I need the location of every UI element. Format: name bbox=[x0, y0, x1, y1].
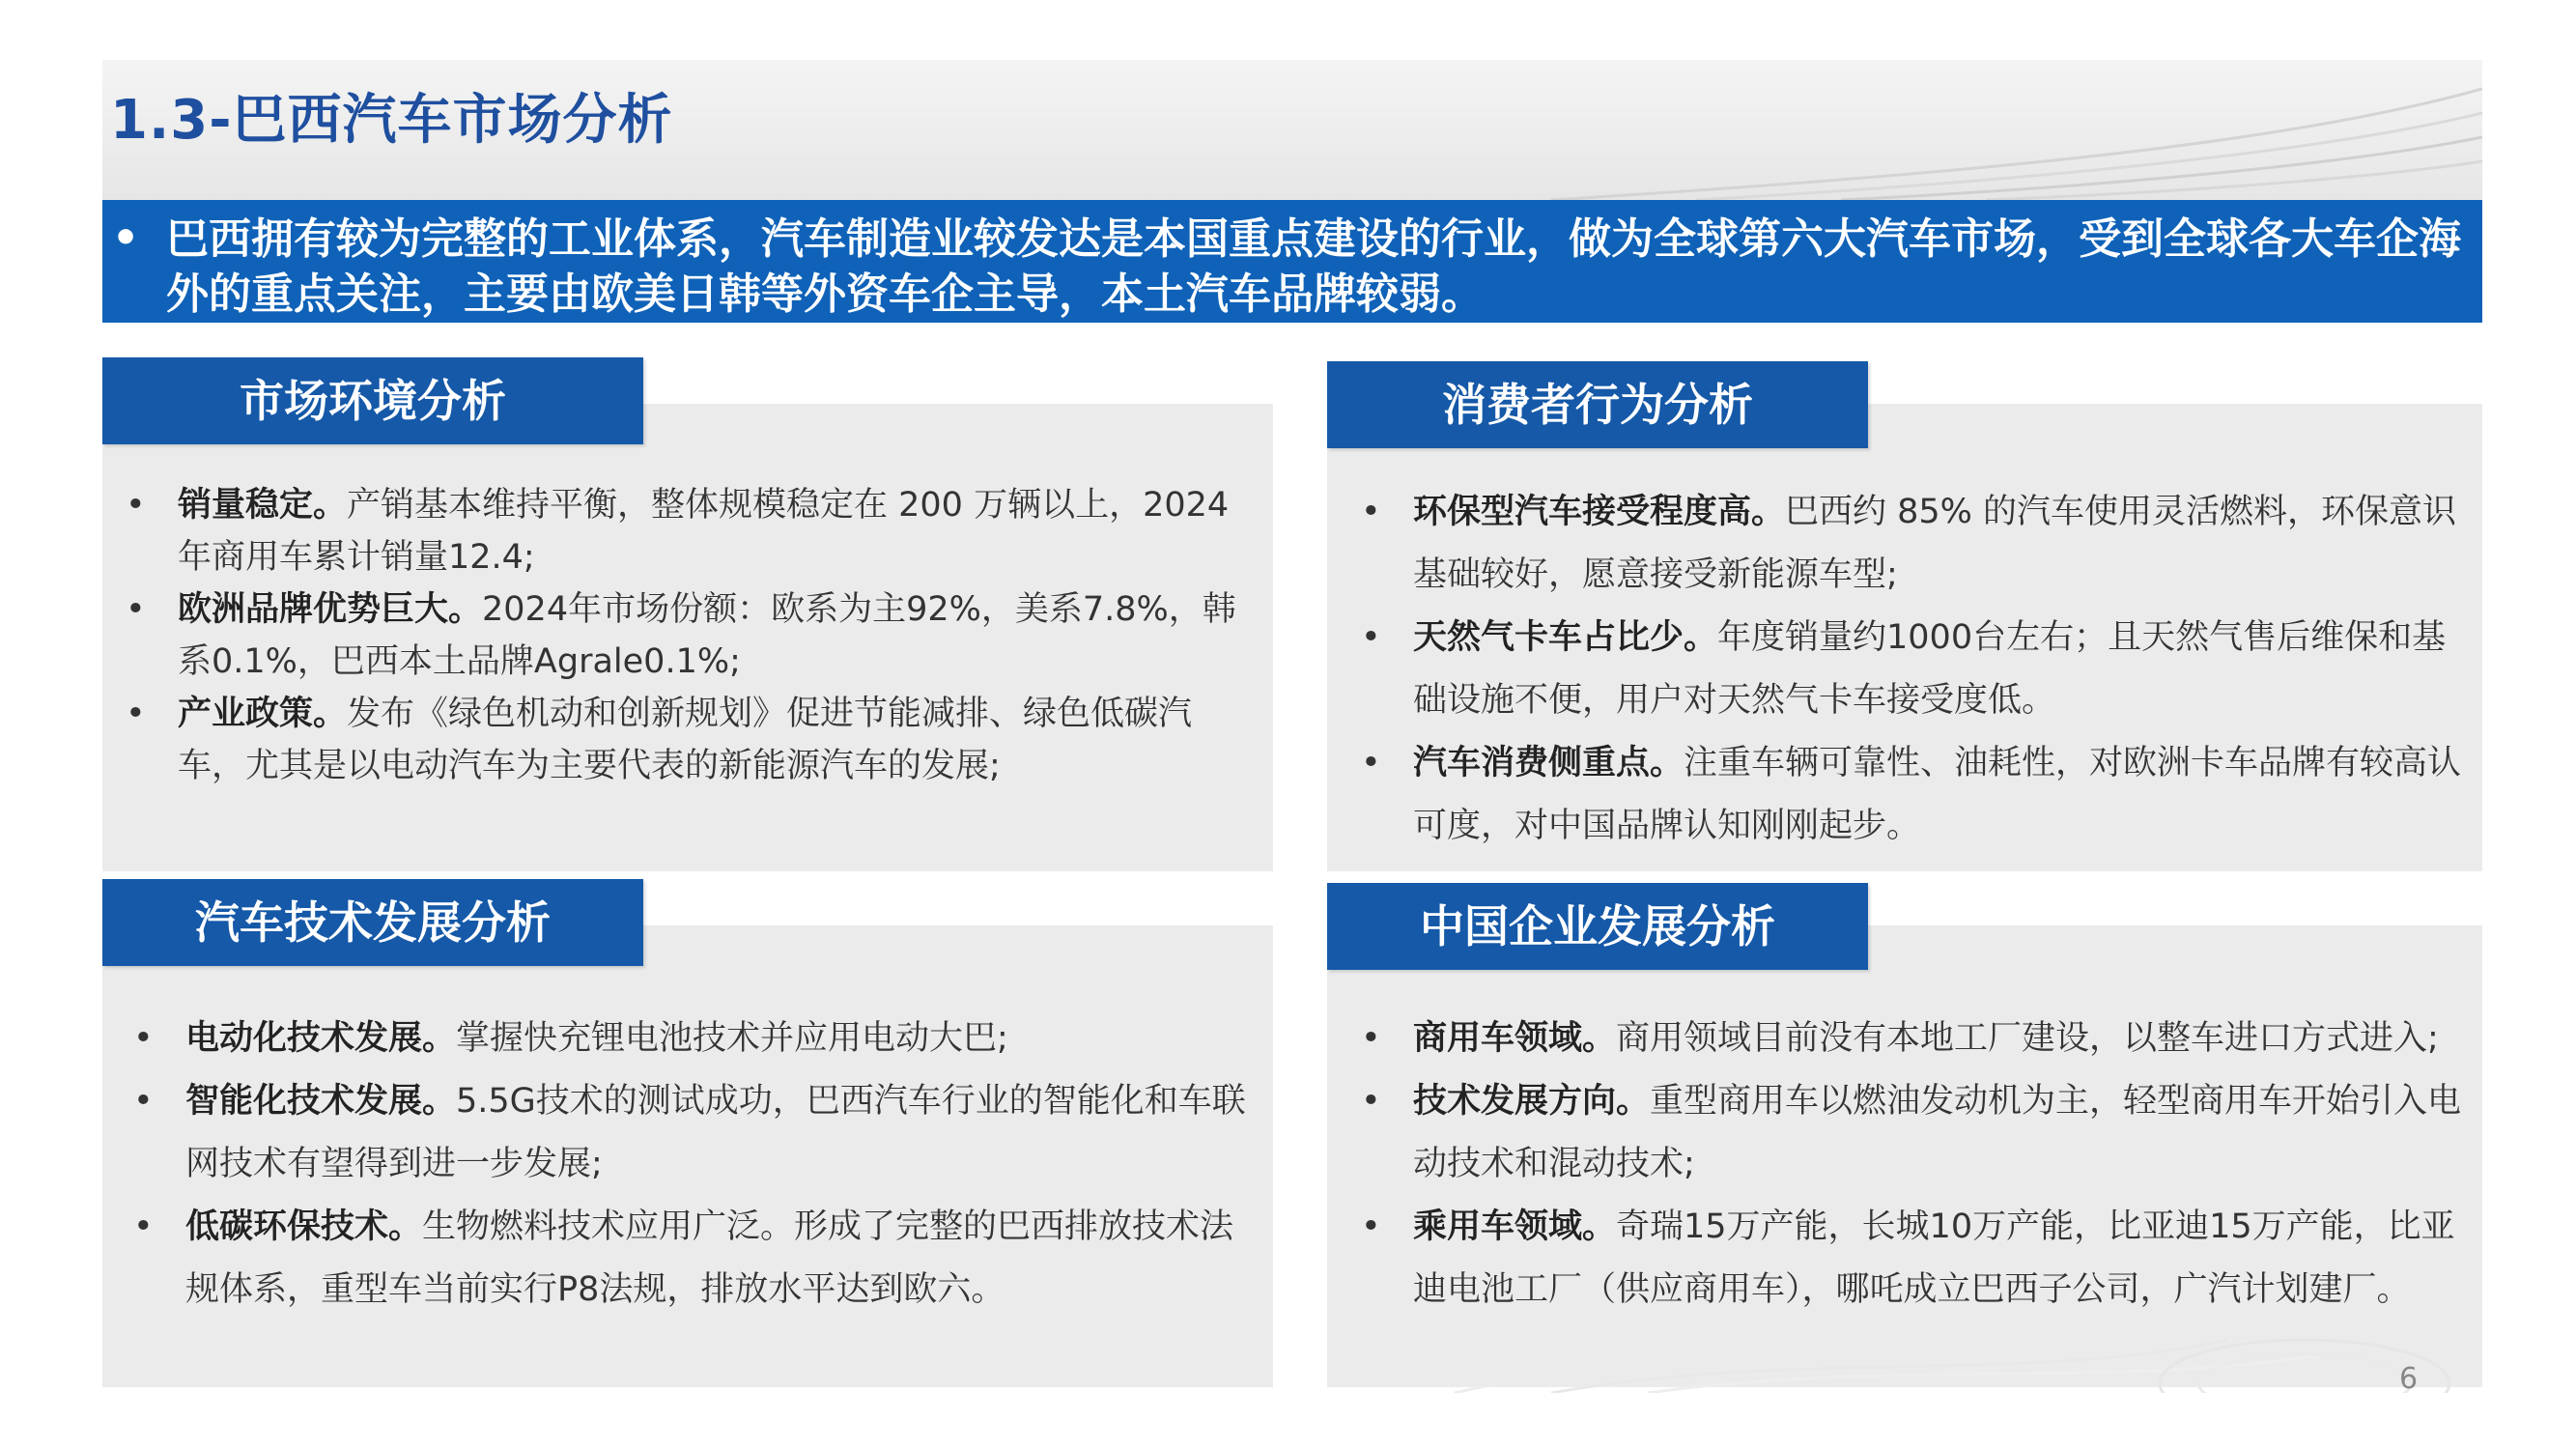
item-text: 2024年市场份额：欧系为主92%，美系7.8%，韩系0.1%，巴西本土品牌Agrale0.1%; bbox=[178, 590, 1236, 681]
item-heading: 环保型汽车接受程度高。 bbox=[1413, 493, 1786, 531]
item-text: 重型商用车以燃油发动机为主，轻型商用车开始引入电动技术和混动技术; bbox=[1413, 1082, 2462, 1183]
item-heading: 技术发展方向。 bbox=[1413, 1082, 1651, 1121]
list-item bbox=[126, 479, 1260, 583]
item-heading: 欧洲品牌优势巨大。 bbox=[178, 590, 483, 629]
page-title: 1.3-巴西汽车市场分析 bbox=[110, 89, 673, 152]
item-heading: 产业政策。 bbox=[178, 695, 348, 733]
item-heading: 低碳环保技术。 bbox=[185, 1208, 423, 1246]
bullet-dot: • bbox=[133, 1208, 154, 1246]
item-text: 发布《绿色机动和创新规划》促进节能减排、绿色低碳汽车，尤其是以电动汽车为主要代表的新能源汽车的发展; bbox=[178, 695, 1193, 785]
item-text: 奇瑞15万产能，长城10万产能，比亚迪15万产能，比亚迪电池工厂（供应商用车），哪吒成立巴西子公司，广汽计划建厂。 bbox=[1413, 1208, 2455, 1309]
list-item bbox=[1361, 1008, 2476, 1070]
banner-bullet: • bbox=[112, 213, 140, 263]
item-text: 注重车辆可靠性、油耗性，对欧洲卡车品牌有较高认可度，对中国品牌认知刚刚起步。 bbox=[1413, 744, 2462, 845]
list-item bbox=[133, 1008, 1258, 1070]
bullet-dot: • bbox=[1361, 1208, 1381, 1246]
list-item bbox=[1361, 607, 2474, 732]
item-text: 5.5G技术的测试成功，巴西汽车行业的智能化和车联网技术有望得到进一步发展; bbox=[185, 1082, 1246, 1183]
list-item bbox=[1361, 1196, 2476, 1321]
panel-header-auto-technology: 汽车技术发展分析 bbox=[102, 879, 643, 966]
item-text: 巴西约 85% 的汽车使用灵活燃料，环保意识基础较好，愿意接受新能源车型; bbox=[1413, 493, 2457, 594]
list-item bbox=[133, 1070, 1258, 1196]
summary-banner bbox=[102, 200, 2482, 323]
panel-header-market-environment: 市场环境分析 bbox=[102, 357, 643, 444]
bullet-dot: • bbox=[1361, 744, 1381, 782]
item-text: 产销基本维持平衡，整体规模稳定在 200 万辆以上，2024年商用车累计销量12.4; bbox=[178, 486, 1230, 577]
bullet-dot: • bbox=[126, 486, 146, 525]
item-heading: 商用车领域。 bbox=[1413, 1019, 1617, 1058]
list-market-environment bbox=[126, 479, 1260, 792]
page-number: 6 bbox=[2399, 1362, 2419, 1393]
item-heading: 电动化技术发展。 bbox=[185, 1019, 457, 1058]
list-consumer-behavior bbox=[1361, 481, 2474, 858]
bullet-dot: • bbox=[1361, 493, 1381, 531]
list-item bbox=[133, 1196, 1258, 1321]
item-heading: 乘用车领域。 bbox=[1413, 1208, 1617, 1246]
item-text: 年度销量约1000台左右；且天然气售后维保和基础设施不便，用户对天然气卡车接受度低。 bbox=[1413, 618, 2447, 720]
bullet-dot: • bbox=[126, 695, 146, 733]
item-text: 商用领域目前没有本地工厂建设，以整车进口方式进入; bbox=[1616, 1019, 2439, 1058]
panel-header-consumer-behavior: 消费者行为分析 bbox=[1327, 361, 1868, 448]
item-heading: 智能化技术发展。 bbox=[185, 1082, 457, 1121]
item-heading: 销量稳定。 bbox=[178, 486, 348, 525]
bullet-dot: • bbox=[126, 590, 146, 629]
bullet-dot: • bbox=[1361, 1019, 1381, 1058]
banner-text: 巴西拥有较为完整的工业体系，汽车制造业较发达是本国重点建设的行业，做为全球第六大汽车市场，受到全球各大车企海外的重点关注，主要由欧美日韩等外资车企主导，本土汽车品牌较弱。 bbox=[166, 214, 2461, 319]
item-heading: 汽车消费侧重点。 bbox=[1413, 744, 1684, 782]
list-china-enterprises bbox=[1361, 1008, 2476, 1321]
bullet-dot: • bbox=[1361, 618, 1381, 657]
list-item bbox=[1361, 1070, 2476, 1196]
list-item bbox=[126, 583, 1260, 688]
list-item bbox=[1361, 732, 2474, 858]
list-item bbox=[126, 688, 1260, 792]
list-auto-technology bbox=[133, 1008, 1258, 1321]
footer-swirl-decoration bbox=[102, 1316, 2482, 1393]
bullet-dot: • bbox=[1361, 1082, 1381, 1121]
bullet-dot: • bbox=[133, 1019, 154, 1058]
item-heading: 天然气卡车占比少。 bbox=[1413, 618, 1718, 657]
panel-header-china-enterprises: 中国企业发展分析 bbox=[1327, 883, 1868, 970]
item-text: 掌握快充锂电池技术并应用电动大巴; bbox=[456, 1019, 1008, 1058]
item-text: 生物燃料技术应用广泛。形成了完整的巴西排放技术法规体系，重型车当前实行P8法规，排放水平达到欧六。 bbox=[185, 1208, 1234, 1309]
slide bbox=[102, 60, 2482, 1393]
bullet-dot: • bbox=[133, 1082, 154, 1121]
header-band bbox=[102, 60, 2482, 200]
list-item bbox=[1361, 481, 2474, 607]
